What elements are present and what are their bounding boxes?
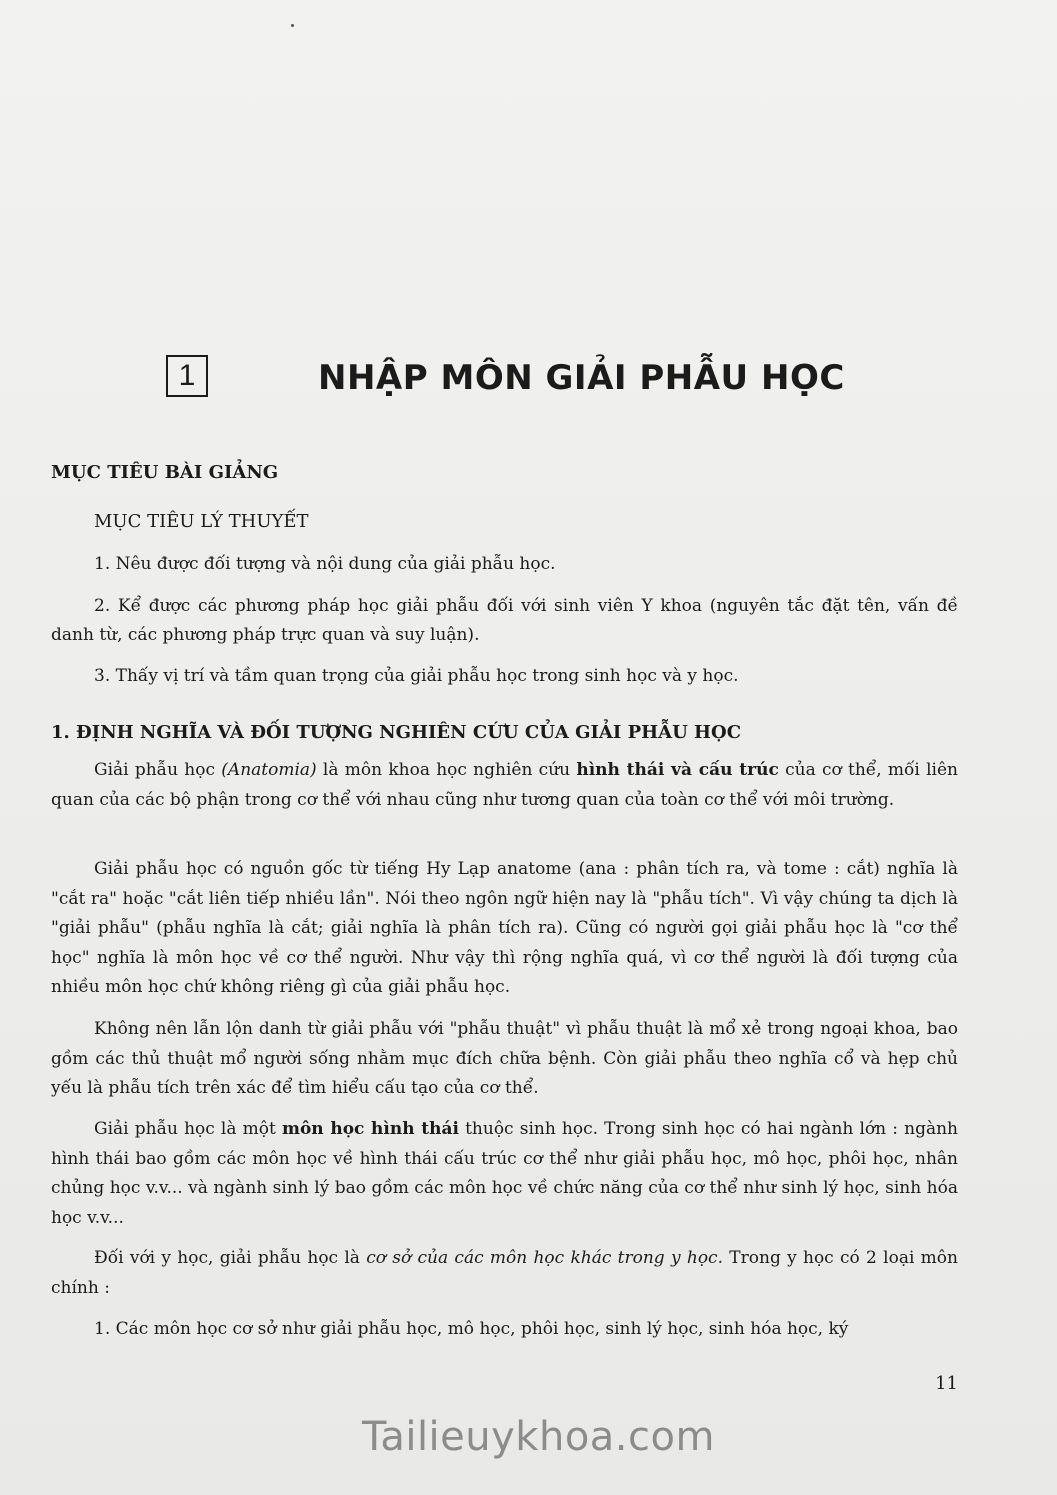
chapter-title: NHẬP MÔN GIẢI PHẪU HỌC — [318, 358, 845, 398]
page-number: 11 — [935, 1373, 958, 1394]
paragraph-morphology-part-a: Giải phẫu học là một — [94, 1119, 282, 1139]
paragraph-basic-subjects: 1. Các môn học cơ sở như giải phẫu học, mô học, phôi học, sinh lý học, sinh hóa học, ký — [94, 1319, 849, 1339]
objective-item-3: 3. Thấy vị trí và tầm quan trọng của giải phẫu học trong sinh học và y học. — [94, 666, 739, 686]
morphology-subject-term: môn học hình thái — [281, 1119, 459, 1139]
paragraph-medicine — [51, 1244, 958, 1303]
chapter-number: 1 — [166, 355, 208, 397]
anatomia-term: (Anatomia) — [221, 760, 317, 780]
paragraph-definition — [51, 756, 958, 815]
paragraph-definition-part-c: là môn khoa học nghiên cứu — [316, 760, 577, 780]
paragraph-morphology — [51, 1115, 958, 1233]
watermark: Tailieuykhoa.com — [362, 1414, 715, 1460]
paragraph-etymology: Giải phẫu học có nguồn gốc từ tiếng Hy Lạp anatome (ana : phân tích ra, và tome : cắt) nghĩa là "cắt ra" hoặc "cắt liên tiếp nhiều lần". Nói theo ngôn ngữ hiện nay là "phẫu tích". Vì vậy chúng ta dịch là "giải phẫu" (phẫu nghĩa là cắt; giải nghĩa là phân tích ra). Cũng có người gọi giải phẫu học là "cơ thể học" nghĩa là môn học về cơ thể người. Như vậy thì rộng nghĩa quá, vì cơ thể người là đối tượng của nhiều môn học chứ không riêng gì của giải phẫu học. — [51, 859, 958, 997]
objective-item-2: 2. Kể được các phương pháp học giải phẫu đối với sinh viên Y khoa (nguyên tắc đặt tên, vấn đề danh từ, các phương pháp trực quan và suy luận). — [51, 596, 958, 645]
morphology-structure-term: hình thái và cấu trúc — [576, 760, 779, 780]
paragraph-definition-part-e: của cơ thể, mối liên quan của các bộ phận trong cơ thể với nhau cũng như tương quan của toàn cơ thể với môi trường. — [51, 760, 959, 810]
foundation-term: cơ sở của các môn học khác trong y học. — [366, 1248, 723, 1268]
paragraph-surgery-distinction: Không nên lẫn lộn danh từ giải phẫu với "phẫu thuật" vì phẫu thuật là mổ xẻ trong ngoại khoa, bao gồm các thủ thuật mổ người sống nhằm mục đích chữa bệnh. Còn giải phẫu theo nghĩa cổ và hẹp chủ yếu là phẫu tích trên xác để tìm hiểu cấu tạo của cơ thể. — [51, 1019, 958, 1098]
paragraph-medicine-part-a: Đối với y học, giải phẫu học là — [94, 1248, 367, 1268]
chapter-number-box — [166, 355, 208, 397]
section-1-heading: 1. ĐỊNH NGHĨA VÀ ĐỐI TƯỢNG NGHIÊN CỨU CỦA GIẢI PHẪU HỌC — [51, 722, 742, 743]
objectives-subheading: MỤC TIÊU LÝ THUYẾT — [94, 511, 309, 532]
objective-item-1: 1. Nêu được đối tượng và nội dung của giải phẫu học. — [94, 554, 556, 574]
paragraph-morphology-part-c: thuộc sinh học. Trong sinh học có hai ngành lớn : ngành hình thái bao gồm các môn học về hình thái cấu trúc cơ thể như giải phẫu học, mô học, phôi học, nhân chủng học v.v... và ngành sinh lý bao gồm các môn học về chức năng của cơ thể như sinh lý học, sinh hóa học v.v... — [51, 1119, 958, 1228]
scan-speck — [291, 24, 294, 27]
paragraph-definition-part-a: Giải phẫu học — [94, 760, 222, 780]
paragraph-medicine-part-c: Trong y học có 2 loại môn chính : — [51, 1248, 958, 1298]
objectives-heading: MỤC TIÊU BÀI GIẢNG — [51, 462, 279, 483]
